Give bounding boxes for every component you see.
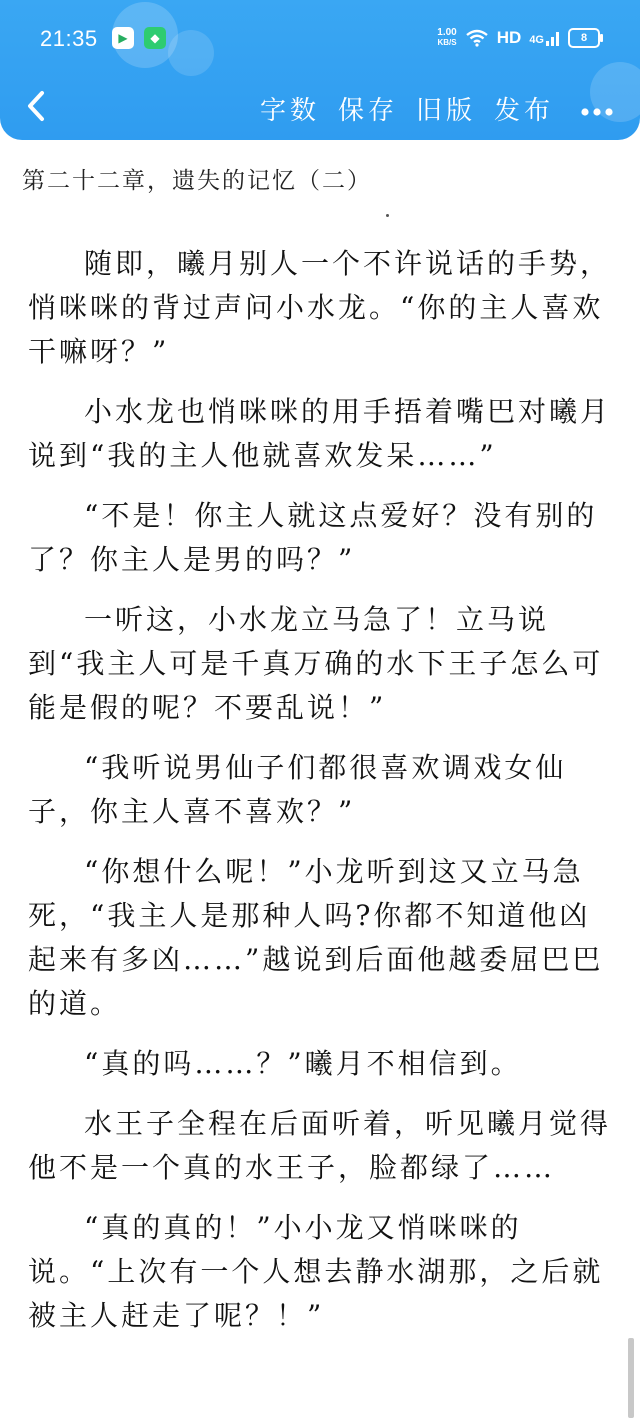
paragraph: 一听这，小水龙立马急了！立马说到“我主人可是千真万确的水下王子怎么可能是假的呢？不要乱说！” <box>28 603 604 724</box>
net-speed <box>437 28 456 48</box>
signal-indicator <box>529 30 560 46</box>
paragraph: “真的真的！”小小龙又悄咪咪的说。“上次有一个人想去静水湖那，之后就被主人赶走了呢？！” <box>28 1211 604 1332</box>
paragraph: 小水龙也悄咪咪的用手捂着嘴巴对曦月说到“我的主人他就喜欢发呆……” <box>28 395 612 472</box>
save-button[interactable]: 保存 <box>337 96 398 126</box>
more-button[interactable] <box>580 94 614 124</box>
chapter-title-input[interactable]: 第二十二章，遗失的记忆（二） <box>22 168 372 194</box>
hd-indicator: HD <box>496 28 522 47</box>
old-version-button[interactable]: 旧版 <box>415 96 476 126</box>
battery-indicator <box>568 28 600 48</box>
net-speed-value: 1.00 <box>437 27 457 38</box>
paragraph: 随即，曦月别人一个不许说话的手势，悄咪咪的背过声问小水龙。“你的主人喜欢干嘛呀？” <box>28 247 612 368</box>
toolbar-actions <box>242 90 614 127</box>
battery-level: 8 <box>580 32 588 44</box>
paragraph: “我听说男仙子们都很喜欢调戏女仙子，你主人喜不喜欢？” <box>28 751 567 828</box>
paragraph: “你想什么呢！”小龙听到这又立马急死，“我主人是那种人吗?你都不知道他凶起来有多凶……”越说到后面他越委屈巴巴的道。 <box>28 855 604 1020</box>
wifi-icon <box>465 29 489 47</box>
reader-app-icon: ◆ <box>144 27 166 49</box>
paragraph: “真的吗……？”曦月不相信到。 <box>84 1047 522 1080</box>
word-count-button[interactable]: 字数 <box>259 96 320 126</box>
scrollbar-thumb[interactable] <box>628 1338 634 1418</box>
signal-bars-icon <box>546 30 560 46</box>
more-horizontal-icon <box>580 107 614 117</box>
status-bar <box>0 0 640 78</box>
net-speed-unit: KB/S <box>437 38 457 47</box>
paragraph: 水王子全程在后面听着，听见曦月觉得他不是一个真的水王子，脸都绿了…… <box>28 1107 612 1184</box>
status-time: 21:35 <box>40 26 98 51</box>
text-caret <box>386 214 389 217</box>
back-button[interactable] <box>22 88 52 124</box>
video-app-icon: ▶ <box>112 27 134 49</box>
chapter-body-editor[interactable] <box>28 242 614 1354</box>
paragraph: “不是！你主人就这点爱好？没有别的了？你主人是男的吗？” <box>28 499 598 576</box>
status-indicators <box>437 28 600 48</box>
chevron-left-icon <box>22 88 52 124</box>
signal-label: 4G <box>529 34 544 46</box>
publish-button[interactable]: 发布 <box>493 96 554 126</box>
top-app-bar <box>0 0 640 140</box>
